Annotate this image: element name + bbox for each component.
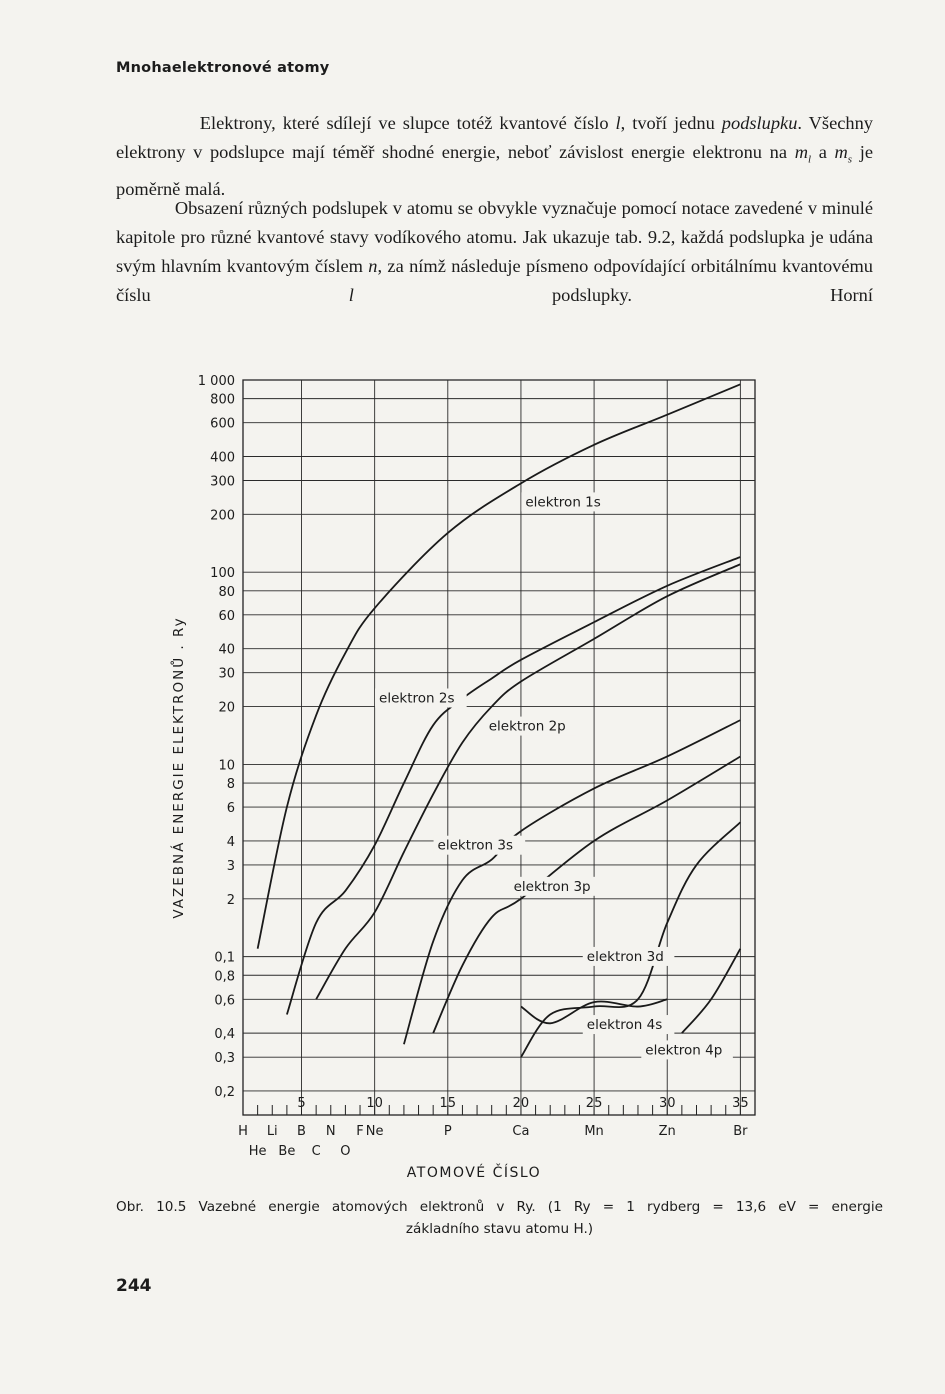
element-symbol: B [297,1124,306,1139]
y-tick-label: 0,4 [214,1027,235,1043]
series-line [682,949,741,1033]
x-tick-label: 30 [658,1096,676,1111]
element-symbol: H [238,1124,248,1139]
y-tick-label: 20 [218,700,235,716]
series-label: elektron 3p [513,878,591,895]
element-symbol: P [443,1124,452,1139]
y-tick-label: 0,6 [214,993,235,1009]
y-tick-label: 60 [218,608,235,624]
series-line [316,564,740,999]
y-tick-label: 3 [226,858,235,874]
binding-energy-chart [150,360,800,1180]
caption-line-1: Obr. 10.5 Vazebné energie atomových elektronů v Ry. (1 Ry = 1 rydberg = 13,6 eV = energie [116,1199,883,1215]
y-tick-label: 200 [210,508,235,524]
y-tick-label: 1 000 [197,374,235,389]
chart-svg [150,360,800,1180]
y-tick-label: 6 [226,801,235,817]
x-tick-label: 5 [297,1096,306,1111]
y-tick-label: 800 [210,392,235,408]
paragraph-2: Obsazení různých podslupek v atomu se obvykle vyznačuje pomocí notace zavedené v minulé kapitole pro různé kvantové stavy vodíkového atomu. Jak ukazuje tab. 9.2, každá podslupka je udána svým hlavním kvantovým číslem n, za nímž následuje písmeno odpovídající orbitálnímu kvantovému číslu l podslupky. Horní [116,198,873,305]
page-number: 244 [116,1276,152,1296]
figure-caption [116,1196,883,1240]
element-symbol: He [248,1144,267,1159]
paragraph-1: Elektrony, které sdílejí ve slupce totéž kvantové číslo l, tvoří jednu podslupku. Všechny elektrony v podslupce mají téměř shodné energie, neboť závislost energie elektronu na $m_l$ a $m_s$ je poměrně malá. [116,113,874,199]
y-tick-label: 0,2 [214,1084,235,1100]
element-symbol: Ca [512,1124,530,1139]
element-symbol: Be [278,1144,296,1159]
y-tick-label: 2 [226,892,235,908]
series-label: elektron 2s [379,690,455,707]
x-tick-label: 35 [732,1096,749,1111]
element-symbol: F [356,1124,364,1139]
x-axis-title: ATOMOVÉ ČÍSLO [406,1165,542,1180]
x-tick-label: 25 [585,1096,603,1111]
series-label: elektron 3s [437,837,514,854]
y-tick-label: 300 [210,474,235,490]
y-tick-label: 0,8 [214,969,235,985]
element-symbol: Mn [584,1124,604,1139]
series-label: elektron 4p [645,1042,723,1059]
element-symbol: O [340,1144,351,1159]
y-tick-label: 80 [218,584,235,600]
y-tick-label: 8 [226,777,235,793]
element-symbol: Br [733,1124,748,1139]
y-tick-label: 600 [210,416,235,432]
element-symbol: Ne [365,1124,384,1139]
element-symbol: N [325,1124,336,1139]
plot-frame [243,380,755,1115]
y-tick-label: 100 [210,566,235,582]
series-line [287,557,740,1015]
y-axis-title: VAZEBNÁ ENERGIE ELEKTRONŮ . Ry [171,616,187,919]
series-label: elektron 1s [525,494,601,511]
element-symbol: Zn [658,1124,676,1139]
y-tick-label: 4 [226,834,235,850]
y-tick-label: 400 [210,450,235,466]
element-symbol: C [311,1144,321,1159]
y-tick-label: 0,3 [214,1051,235,1067]
element-symbol: Li [266,1124,278,1139]
caption-line-2: základního stavu atomu H.) [405,1221,594,1237]
y-tick-label: 30 [218,666,235,682]
x-tick-label: 20 [512,1096,530,1111]
x-tick-label: 15 [439,1096,457,1111]
y-tick-label: 40 [218,642,235,658]
running-head: Mnohaelektronové atomy [116,60,330,76]
series-label: elektron 4s [586,1017,663,1034]
y-tick-label: 0,1 [214,950,235,966]
series-label: elektron 2p [488,718,566,735]
y-tick-label: 10 [218,758,235,774]
series-line [258,384,741,948]
series-label: elektron 3d [586,948,664,965]
x-tick-label: 10 [366,1096,383,1111]
